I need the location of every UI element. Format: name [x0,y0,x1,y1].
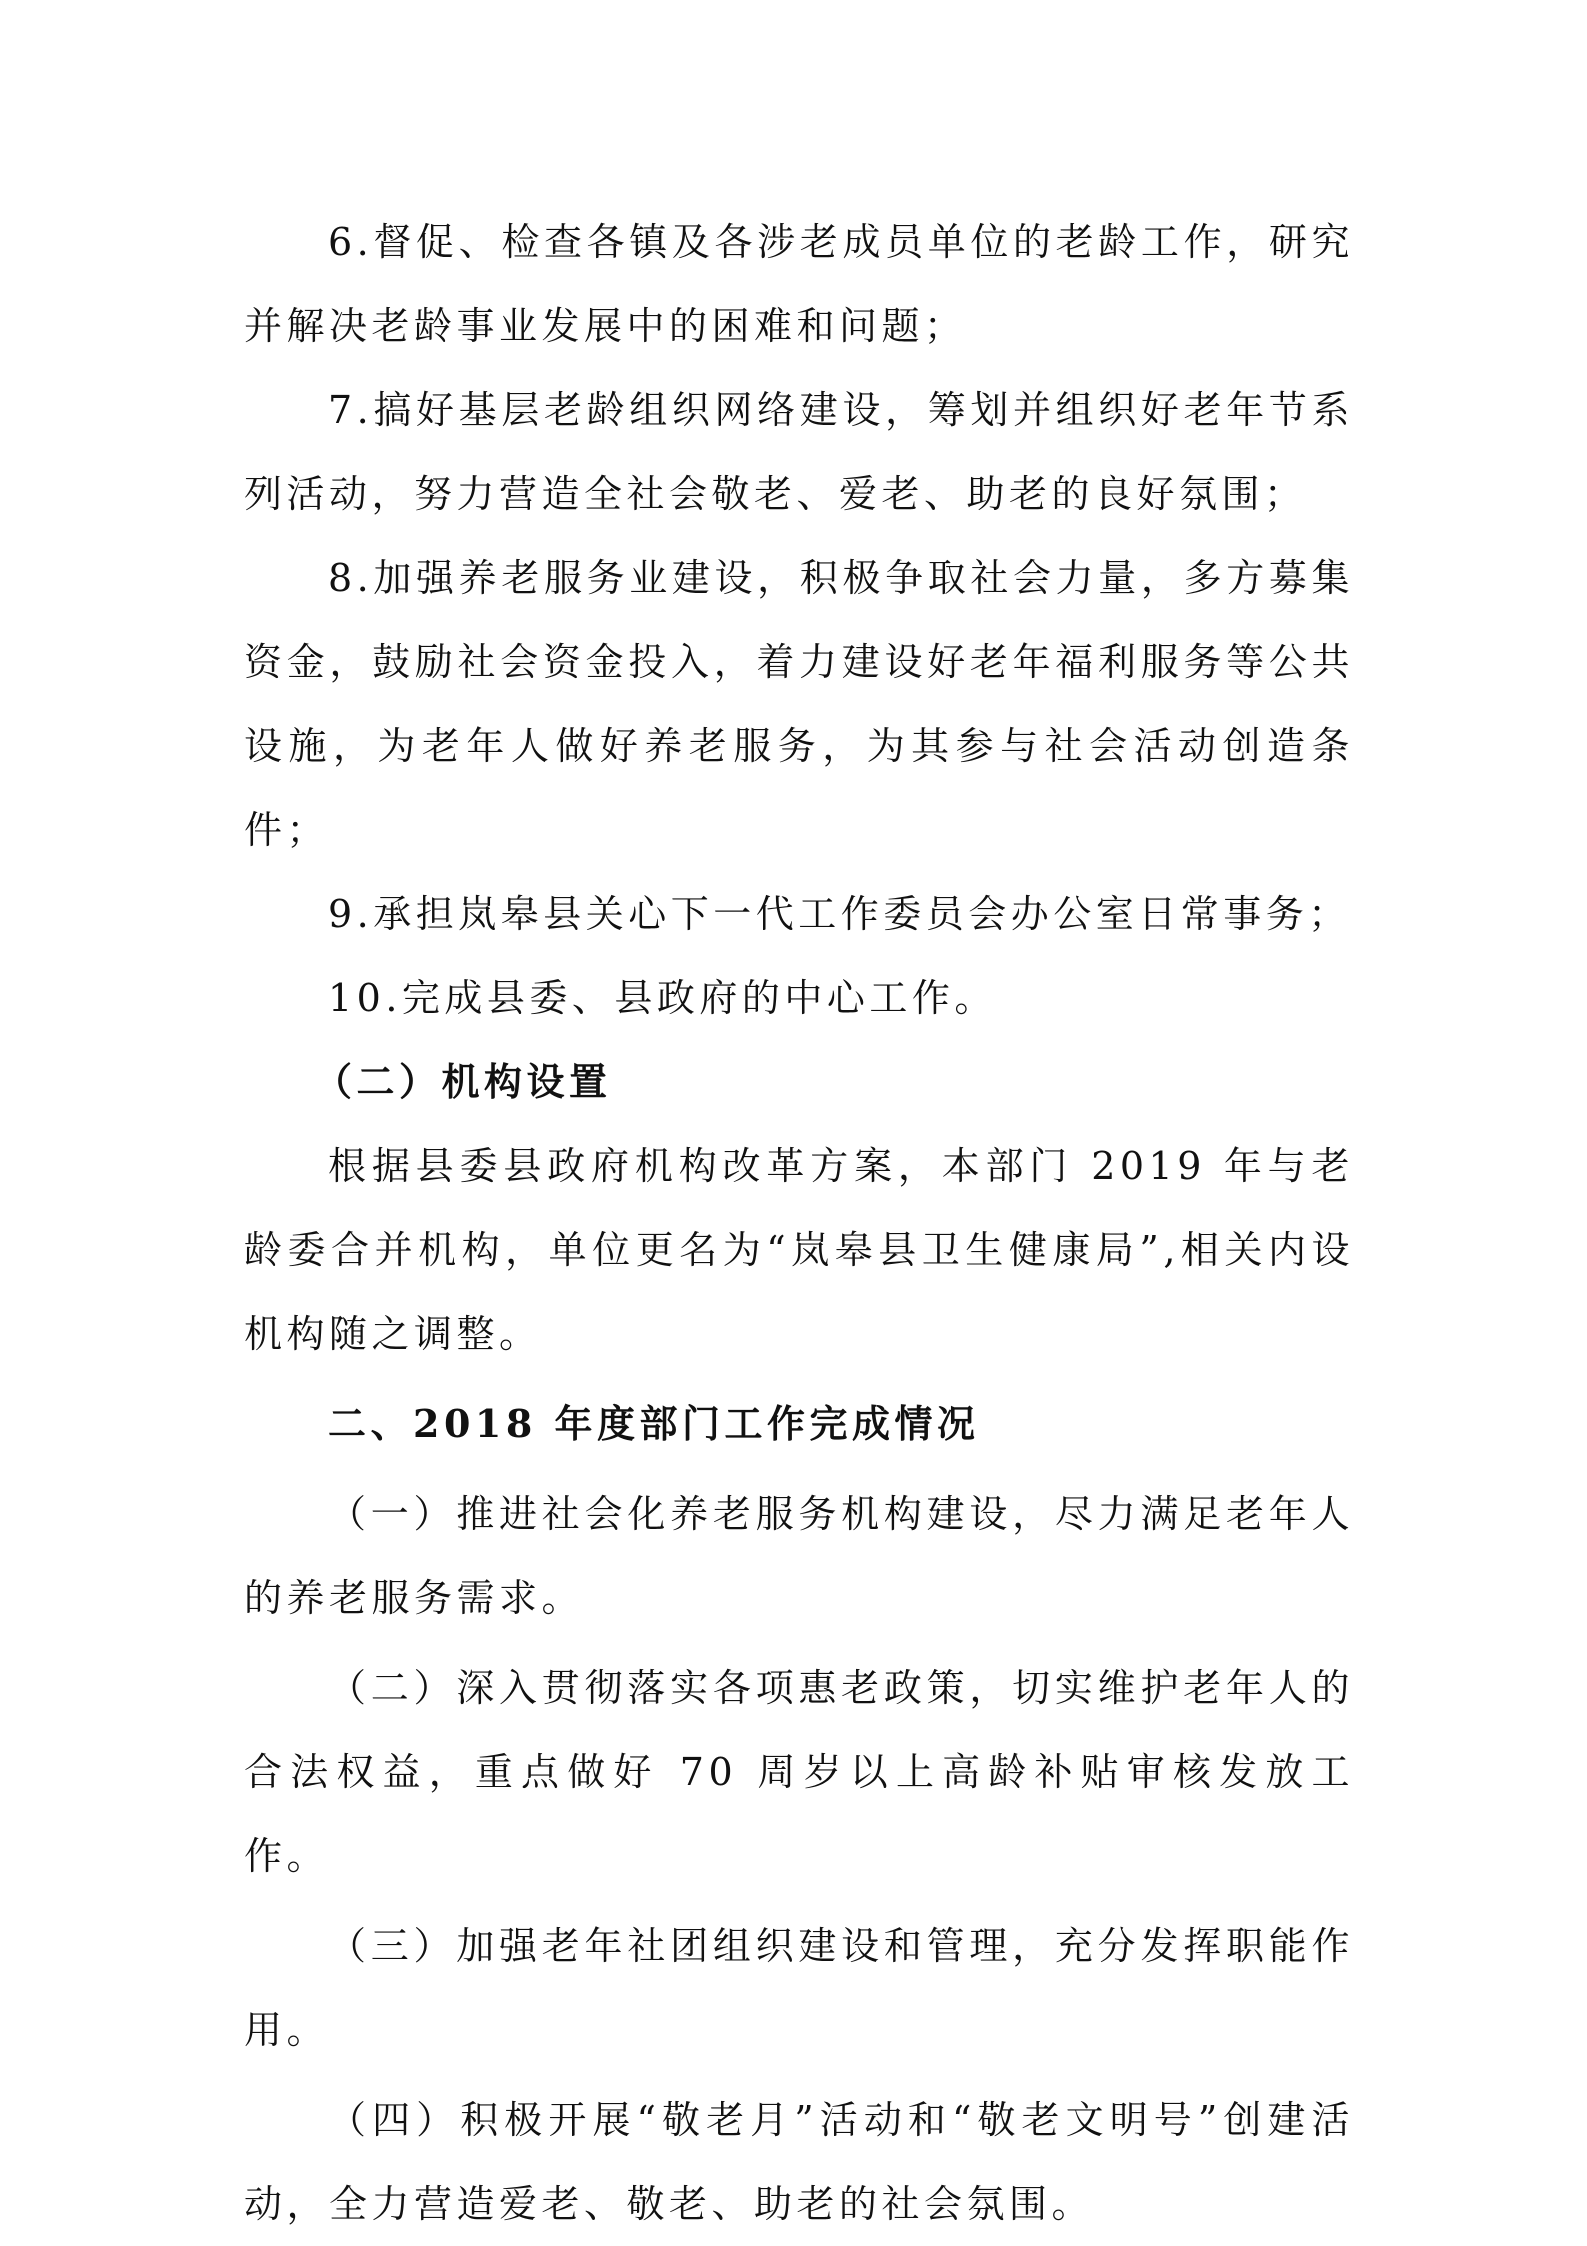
duty-item-6: 6.督促、检查各镇及各涉老成员单位的老龄工作，研究并解决老龄事业发展中的困难和问题； [244,220,1354,348]
work-item-2: （二）深入贯彻落实各项惠老政策，切实维护老年人的合法权益，重点做好 70 周岁以上高龄补贴审核发放工作。 [244,1666,1354,1878]
work-item-1: （一）推进社会化养老服务机构建设，尽力满足老年人的养老服务需求。 [244,1492,1354,1620]
org-setup-paragraph: 根据县委县政府机构改革方案，本部门 2019 年与老龄委合并机构，单位更名为“岚皋县卫生健康局”,相关内设机构随之调整。 [244,1144,1354,1356]
duty-item-9: 9.承担岚皋县关心下一代工作委员会办公室日常事务； [328,892,1351,936]
duty-item-10: 10.完成县委、县政府的中心工作。 [328,976,997,1020]
work-item-3: （三）加强老年社团组织建设和管理，充分发挥职能作用。 [244,1924,1354,2052]
work-completion-heading: 二、2018 年度部门工作完成情况 [328,1401,980,1446]
work-item-4: （四）积极开展“敬老月”活动和“敬老文明号”创建活动，全力营造爱老、敬老、助老的社会氛围。 [244,2098,1354,2226]
org-setup-heading: （二）机构设置 [314,1059,612,1104]
document-body [244,200,1354,2246]
duty-item-8: 8.加强养老服务业建设，积极争取社会力量，多方募集资金，鼓励社会资金投入，着力建设好老年福利服务等公共设施，为老年人做好养老服务，为其参与社会活动创造条件； [244,556,1354,852]
duty-item-7: 7.搞好基层老龄组织网络建设，筹划并组织好老年节系列活动，努力营造全社会敬老、爱老、助老的良好氛围； [244,388,1354,516]
